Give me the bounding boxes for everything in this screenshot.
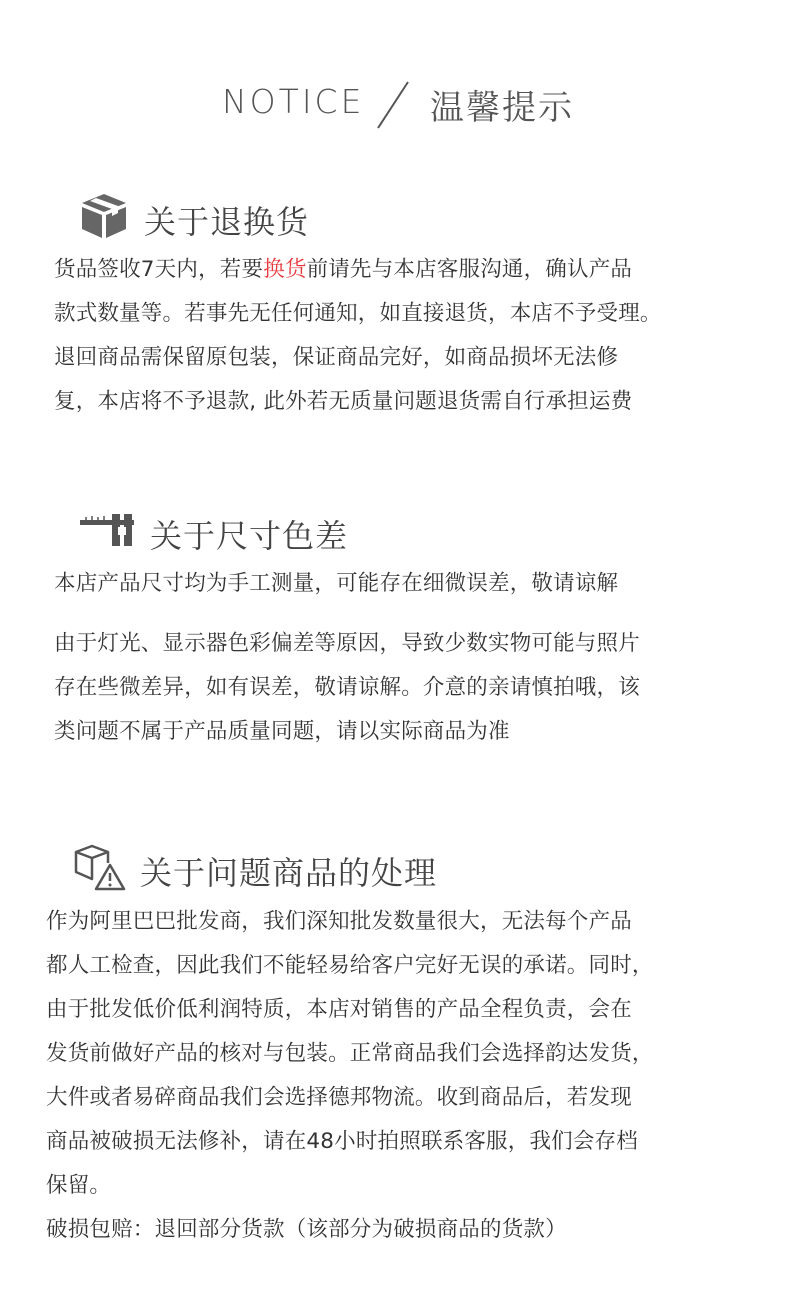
paragraph-line: 都人工检查，因此我们不能轻易给客户完好无误的承诺。同时， bbox=[46, 953, 654, 978]
section-problem-heading: 关于问题商品的处理 bbox=[140, 854, 438, 892]
box-warning-icon bbox=[74, 843, 126, 899]
paragraph-line: 发货前做好产品的核对与包装。正常商品我们会选择韵达发货， bbox=[46, 1041, 654, 1066]
section-problem-text bbox=[46, 900, 766, 1252]
paragraph-line: 作为阿里巴巴批发商，我们深知批发数量很大，无法每个产品 bbox=[46, 909, 632, 934]
paragraph-line: 款式数量等。若事先无任何通知，如直接退货，本店不予受理。 bbox=[54, 301, 662, 326]
section-size-heading: 关于尺寸色差 bbox=[150, 517, 349, 555]
paragraph-line: 存在些微差异，如有误差，敬请谅解。介意的亲请慎拍哦，该 bbox=[54, 675, 640, 700]
section-returns-text bbox=[54, 248, 774, 424]
section-problem-title bbox=[74, 843, 437, 899]
paragraph-line: 本店产品尺寸均为手工测量，可能存在细微误差，敬请谅解 bbox=[54, 571, 619, 596]
section-returns-heading: 关于退换货 bbox=[144, 203, 310, 241]
highlight-exchange: 换货 bbox=[263, 257, 307, 282]
paragraph-line: 复，本店将不予退款, 此外若无质量问题退货需自行承担运费 bbox=[54, 389, 633, 414]
package-box-icon bbox=[78, 192, 130, 248]
section-size-text-1 bbox=[54, 562, 774, 606]
paragraph-line: 由于灯光、显示器色彩偏差等原因，导致少数实物可能与照片 bbox=[54, 631, 640, 656]
paragraph-line: 类问题不属于产品质量同题，请以实际商品为准 bbox=[54, 719, 510, 744]
section-returns-title bbox=[78, 192, 309, 248]
notice-title-zh: 温馨提示 bbox=[430, 88, 574, 128]
paragraph-line: 大件或者易碎商品我们会选择德邦物流。收到商品后，若发现 bbox=[46, 1085, 632, 1110]
paragraph-line: 保留。 bbox=[46, 1173, 112, 1198]
section-size-text-2 bbox=[54, 622, 774, 754]
section-size-title bbox=[78, 510, 348, 558]
notice-header bbox=[0, 78, 790, 134]
notice-title-en: NOTICE bbox=[222, 82, 365, 121]
paragraph-line: 商品被破损无法修补，请在48小时拍照联系客服，我们会存档 bbox=[46, 1129, 638, 1154]
caliper-icon bbox=[78, 510, 136, 558]
paragraph-line: 由于批发低价低利润特质，本店对销售的产品全程负责，会在 bbox=[46, 997, 632, 1022]
paragraph-line: 退回商品需保留原包装，保证商品完好，如商品损坏无法修 bbox=[54, 345, 619, 370]
slash-divider-icon bbox=[372, 78, 412, 134]
paragraph-line: 破损包赔：退回部分货款（该部分为破损商品的货款） bbox=[46, 1217, 567, 1242]
paragraph-line: 货品签收7天内，若要换货前请先与本店客服沟通，确认产品 bbox=[54, 257, 633, 282]
